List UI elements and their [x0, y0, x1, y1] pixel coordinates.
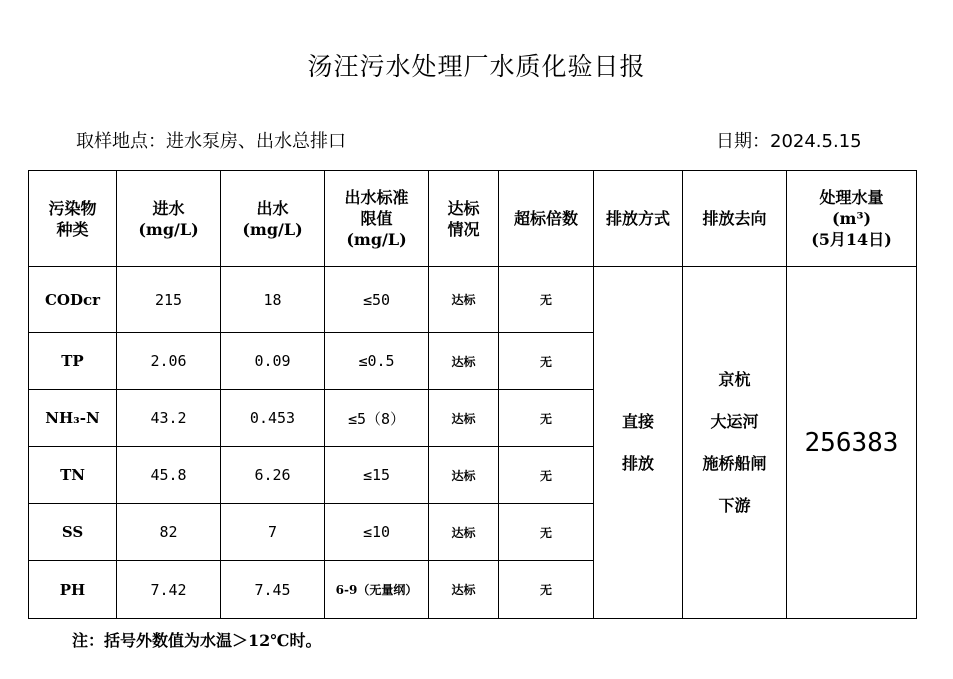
pollutant-name: PH	[29, 561, 117, 619]
outflow-value: 7.45	[221, 561, 325, 619]
pollutant-name: CODcr	[29, 267, 117, 333]
sampling-location: 取样地点：进水泵房、出水总排口	[76, 131, 346, 152]
pollutant-name: TP	[29, 333, 117, 390]
limit-value: 6-9（无量纲）	[325, 561, 429, 619]
table-row	[29, 267, 917, 333]
status-value: 达标	[429, 333, 499, 390]
status-value: 达标	[429, 504, 499, 561]
limit-value: ≤50	[325, 267, 429, 333]
water-quality-table	[28, 170, 917, 619]
outflow-value: 0.09	[221, 333, 325, 390]
header-discharge-to: 排放去向	[683, 171, 787, 267]
outflow-value: 7	[221, 504, 325, 561]
pollutant-name: NH₃-N	[29, 390, 117, 447]
discharge-method-cell: 直接 排放	[594, 267, 683, 619]
limit-value: ≤5（8）	[325, 390, 429, 447]
header-exceed: 超标倍数	[499, 171, 594, 267]
inflow-value: 45.8	[117, 447, 221, 504]
header-inflow: 进水 (mg/L)	[117, 171, 221, 267]
limit-value: ≤10	[325, 504, 429, 561]
exceed-value: 无	[499, 447, 594, 504]
status-value: 达标	[429, 390, 499, 447]
header-discharge-method: 排放方式	[594, 171, 683, 267]
inflow-value: 2.06	[117, 333, 221, 390]
outflow-value: 18	[221, 267, 325, 333]
status-value: 达标	[429, 447, 499, 504]
pollutant-name: SS	[29, 504, 117, 561]
volume-value: 256383	[787, 267, 917, 619]
header-volume: 处理水量 (m³) (5月14日)	[787, 171, 917, 267]
exceed-value: 无	[499, 333, 594, 390]
exceed-value: 无	[499, 504, 594, 561]
report-date: 日期：2024.5.15	[716, 131, 862, 152]
header-status: 达标情况	[429, 171, 499, 267]
footnote: 注：括号外数值为水温＞12℃时。	[72, 631, 322, 650]
status-value: 达标	[429, 267, 499, 333]
header-limit: 出水标准限值 (mg/L)	[325, 171, 429, 267]
exceed-value: 无	[499, 561, 594, 619]
pollutant-name: TN	[29, 447, 117, 504]
status-value: 达标	[429, 561, 499, 619]
report-title: 汤汪污水处理厂水质化验日报	[307, 52, 646, 81]
inflow-value: 215	[117, 267, 221, 333]
limit-value: ≤0.5	[325, 333, 429, 390]
inflow-value: 7.42	[117, 561, 221, 619]
exceed-value: 无	[499, 390, 594, 447]
inflow-value: 82	[117, 504, 221, 561]
inflow-value: 43.2	[117, 390, 221, 447]
header-outflow: 出水 (mg/L)	[221, 171, 325, 267]
outflow-value: 6.26	[221, 447, 325, 504]
header-pollutant: 污染物种类	[29, 171, 117, 267]
discharge-to-cell: 京杭 大运河 施桥船闸 下游	[683, 267, 787, 619]
table-header-row	[29, 171, 917, 267]
exceed-value: 无	[499, 267, 594, 333]
outflow-value: 0.453	[221, 390, 325, 447]
limit-value: ≤15	[325, 447, 429, 504]
